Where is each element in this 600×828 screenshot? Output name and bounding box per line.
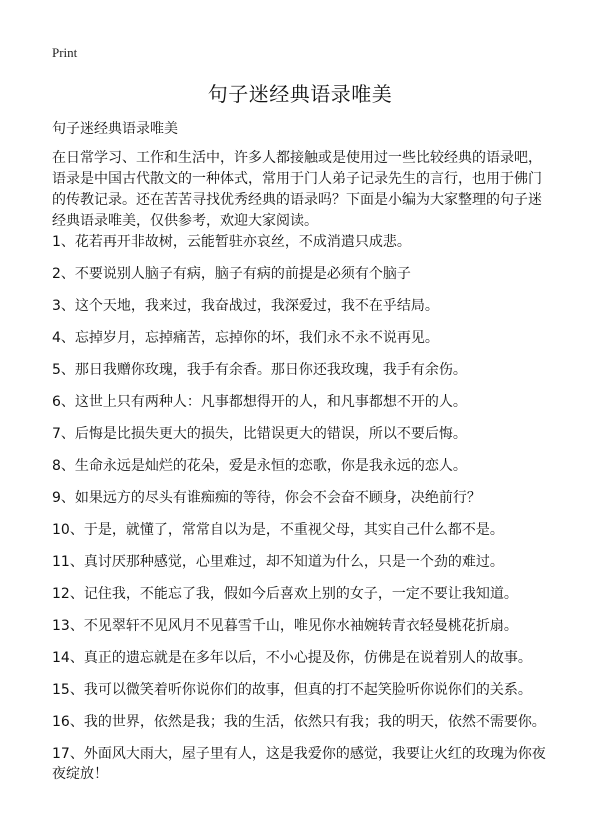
list-item: 4、忘掉岁月，忘掉痛苦，忘掉你的坏，我们永不永不说再见。 xyxy=(52,330,439,346)
list-item: 16、我的世界，依然是我；我的生活，依然只有我；我的明天，依然不需要你。 xyxy=(52,714,546,730)
page-title: 句子迷经典语录唯美 xyxy=(207,82,393,106)
list-item: 11、真讨厌那种感觉，心里难过，却不知道为什么，只是一个劲的难过。 xyxy=(52,554,504,570)
list-item: 1、花若再开非故树，云能暂驻亦哀丝，不成消遣只成悲。 xyxy=(52,234,411,250)
list-item: 15、我可以微笑着听你说你们的故事，但真的打不起笑脸听你说你们的关系。 xyxy=(52,682,532,698)
list-item: 6、这世上只有两种人：凡事都想得开的人，和凡事都想不开的人。 xyxy=(52,394,467,410)
list-item: 7、后悔是比损失更大的损失，比错误更大的错误，所以不要后悔。 xyxy=(52,426,467,442)
list-item: 13、不见翠轩不见风月不见暮雪千山，唯见你水袖婉转青衣轻曼桃花折扇。 xyxy=(52,618,518,634)
list-item: 10、于是，就懂了，常常自以为是，不重视父母，其实自己什么都不是。 xyxy=(52,522,504,538)
list-item: 12、记住我，不能忘了我，假如今后喜欢上别的女子，一定不要让我知道。 xyxy=(52,586,518,602)
list-item: 8、生命永远是灿烂的花朵，爱是永恒的恋歌，你是我永远的恋人。 xyxy=(52,458,467,474)
quote-list xyxy=(52,232,550,796)
print-label: Print xyxy=(52,45,78,60)
list-item: 5、那日我赠你玫瑰，我手有余香。那日你还我玫瑰，我手有余伤。 xyxy=(52,362,467,378)
list-item: 2、不要说别人脑子有病，脑子有病的前提是必须有个脑子 xyxy=(52,266,411,282)
intro-paragraph: 在日常学习、工作和生活中，许多人都接触或是使用过一些比较经典的语录吧，语录是中国古代散文的一种体式，常用于门人弟子记录先生的言行，也用于佛门的传教记录。还在苦苦寻找优秀经典的语录吗？下面是小编为大家整理的句子迷经典语录唯美，仅供参考，欢迎大家阅读。 xyxy=(52,150,542,229)
list-item: 3、这个天地，我来过，我奋战过，我深爱过，我不在乎结局。 xyxy=(52,298,439,314)
list-item: 9、如果远方的尽头有谁痴痴的等待，你会不会奋不顾身，决绝前行？ xyxy=(52,490,481,506)
list-item: 17、外面风大雨大，屋子里有人，这是我爱你的感觉，我要让火红的玫瑰为你夜夜绽放！ xyxy=(52,746,546,782)
subtitle: 句子迷经典语录唯美 xyxy=(52,121,178,137)
list-item: 14、真正的遗忘就是在多年以后，不小心提及你，仿佛是在说着别人的故事。 xyxy=(52,650,532,666)
